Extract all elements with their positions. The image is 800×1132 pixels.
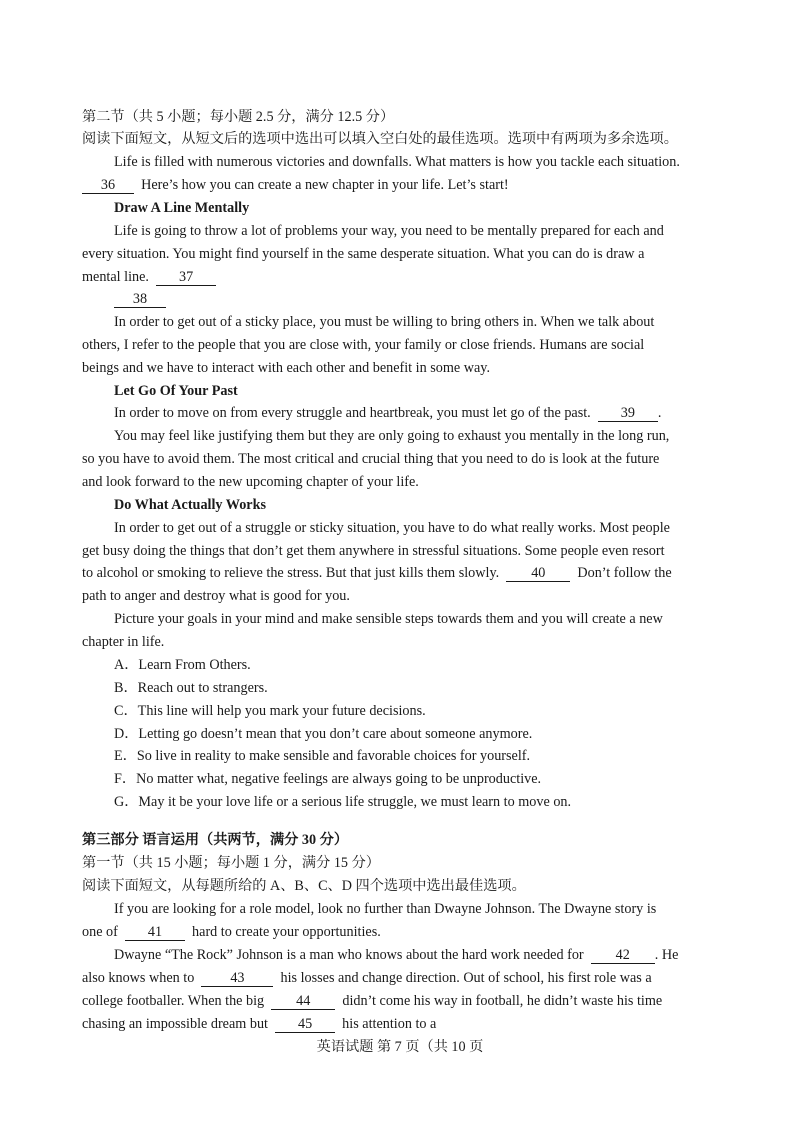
answer-blank-42: 42 bbox=[591, 948, 655, 964]
subheading-do-what-works: Do What Actually Works bbox=[114, 497, 267, 513]
passage-line: one of 41 hard to create your opportunities. bbox=[82, 924, 381, 940]
answer-blank-40: 40 bbox=[506, 566, 570, 582]
option-g: G．May it be your love life or a serious life struggle, we must learn to move on. bbox=[114, 794, 572, 810]
passage-line bbox=[114, 292, 754, 308]
answer-blank-43: 43 bbox=[201, 971, 273, 987]
answer-blank-36: 36 bbox=[82, 178, 134, 194]
passage-line: Dwayne “The Rock” Johnson is a man who knows about the hard work needed for 42 . He bbox=[114, 947, 679, 963]
section2-instructions: 阅读下面短文，从短文后的选项中选出可以填入空白处的最佳选项。选项中有两项为多余选项。 bbox=[82, 131, 678, 147]
part3-subheading: 第一节（共 15 小题；每小题 1 分，满分 15 分） bbox=[82, 855, 380, 871]
option-c: C．This line will help you mark your future decisions. bbox=[114, 703, 426, 719]
option-d: D．Letting go doesn’t mean that you don’t care about someone anymore. bbox=[114, 726, 533, 742]
passage-line: others, I refer to the people that you are close with, your family or close friends. Humans are social bbox=[82, 337, 645, 353]
passage-line: beings and we have to interact with each other and benefit in some way. bbox=[82, 360, 491, 376]
page-footer: 英语试题 第 7 页（共 10 页 bbox=[316, 1039, 484, 1055]
part3-instructions: 阅读下面短文，从每题所给的 A、B、C、D 四个选项中选出最佳选项。 bbox=[82, 878, 526, 894]
passage-line: In order to get out of a sticky place, you must be willing to bring others in. When we talk about bbox=[114, 314, 655, 330]
option-e: E．So live in reality to make sensible and favorable choices for yourself. bbox=[114, 748, 531, 764]
passage-line: Life is going to throw a lot of problems your way, you need to be mentally prepared for each and bbox=[114, 223, 664, 239]
passage-line: so you have to avoid them. The most critical and crucial thing that you need to do is look at the future bbox=[82, 451, 660, 467]
passage-line: You may feel like justifying them but they are only going to exhaust you mentally in the long run, bbox=[114, 428, 670, 444]
passage-line: path to anger and destroy what is good for you. bbox=[82, 588, 350, 604]
option-f: F．No matter what, negative feelings are always going to be unproductive. bbox=[114, 771, 542, 787]
answer-blank-37: 37 bbox=[156, 270, 216, 286]
passage-line: mental line. 37 bbox=[82, 270, 722, 286]
subheading-let-go: Let Go Of Your Past bbox=[114, 383, 238, 399]
answer-blank-41: 41 bbox=[125, 925, 185, 941]
passage-line: If you are looking for a role model, look no further than Dwayne Johnson. The Dwayne story is bbox=[114, 901, 657, 917]
section2-heading: 第二节（共 5 小题；每小题 2.5 分，满分 12.5 分） bbox=[82, 109, 395, 125]
passage-line: and look forward to the new upcoming chapter of your life. bbox=[82, 474, 419, 490]
passage-line: Life is filled with numerous victories and downfalls. What matters is how you tackle each situation. bbox=[114, 154, 680, 170]
passage-line: every situation. You might find yourself in the same desperate situation. What you can do is draw a bbox=[82, 246, 645, 262]
answer-blank-39: 39 bbox=[598, 406, 658, 422]
subheading-draw-a-line: Draw A Line Mentally bbox=[114, 200, 250, 216]
passage-line: college footballer. When the big 44 didn’t come his way in football, he didn’t waste his time bbox=[82, 993, 663, 1009]
answer-blank-45: 45 bbox=[275, 1017, 335, 1033]
option-b: B．Reach out to strangers. bbox=[114, 680, 268, 696]
passage-line: get busy doing the things that don’t get them anywhere in stressful situations. Some people even resort bbox=[82, 543, 665, 559]
passage-line: chasing an impossible dream but 45 his attention to a bbox=[82, 1016, 437, 1032]
option-a: A．Learn From Others. bbox=[114, 657, 251, 673]
part3-heading: 第三部分 语言运用（共两节，满分 30 分） bbox=[82, 832, 349, 848]
passage-line: In order to move on from every struggle and heartbreak, you must let go of the past. 39 . bbox=[114, 405, 662, 421]
passage-line: also knows when to 43 his losses and change direction. Out of school, his first role was a bbox=[82, 970, 652, 986]
passage-line: 36 Here’s how you can create a new chapter in your life. Let’s start! bbox=[82, 178, 722, 194]
answer-blank-44: 44 bbox=[271, 994, 335, 1010]
passage-line: Picture your goals in your mind and make sensible steps towards them and you will create a new bbox=[114, 611, 663, 627]
passage-line: to alcohol or smoking to relieve the stress. But that just kills them slowly. 40 Don’t follow the bbox=[82, 565, 672, 581]
passage-line: In order to get out of a struggle or sticky situation, you have to do what really works. Most people bbox=[114, 520, 670, 536]
answer-blank-38: 38 bbox=[114, 292, 166, 308]
passage-line: chapter in life. bbox=[82, 634, 165, 650]
